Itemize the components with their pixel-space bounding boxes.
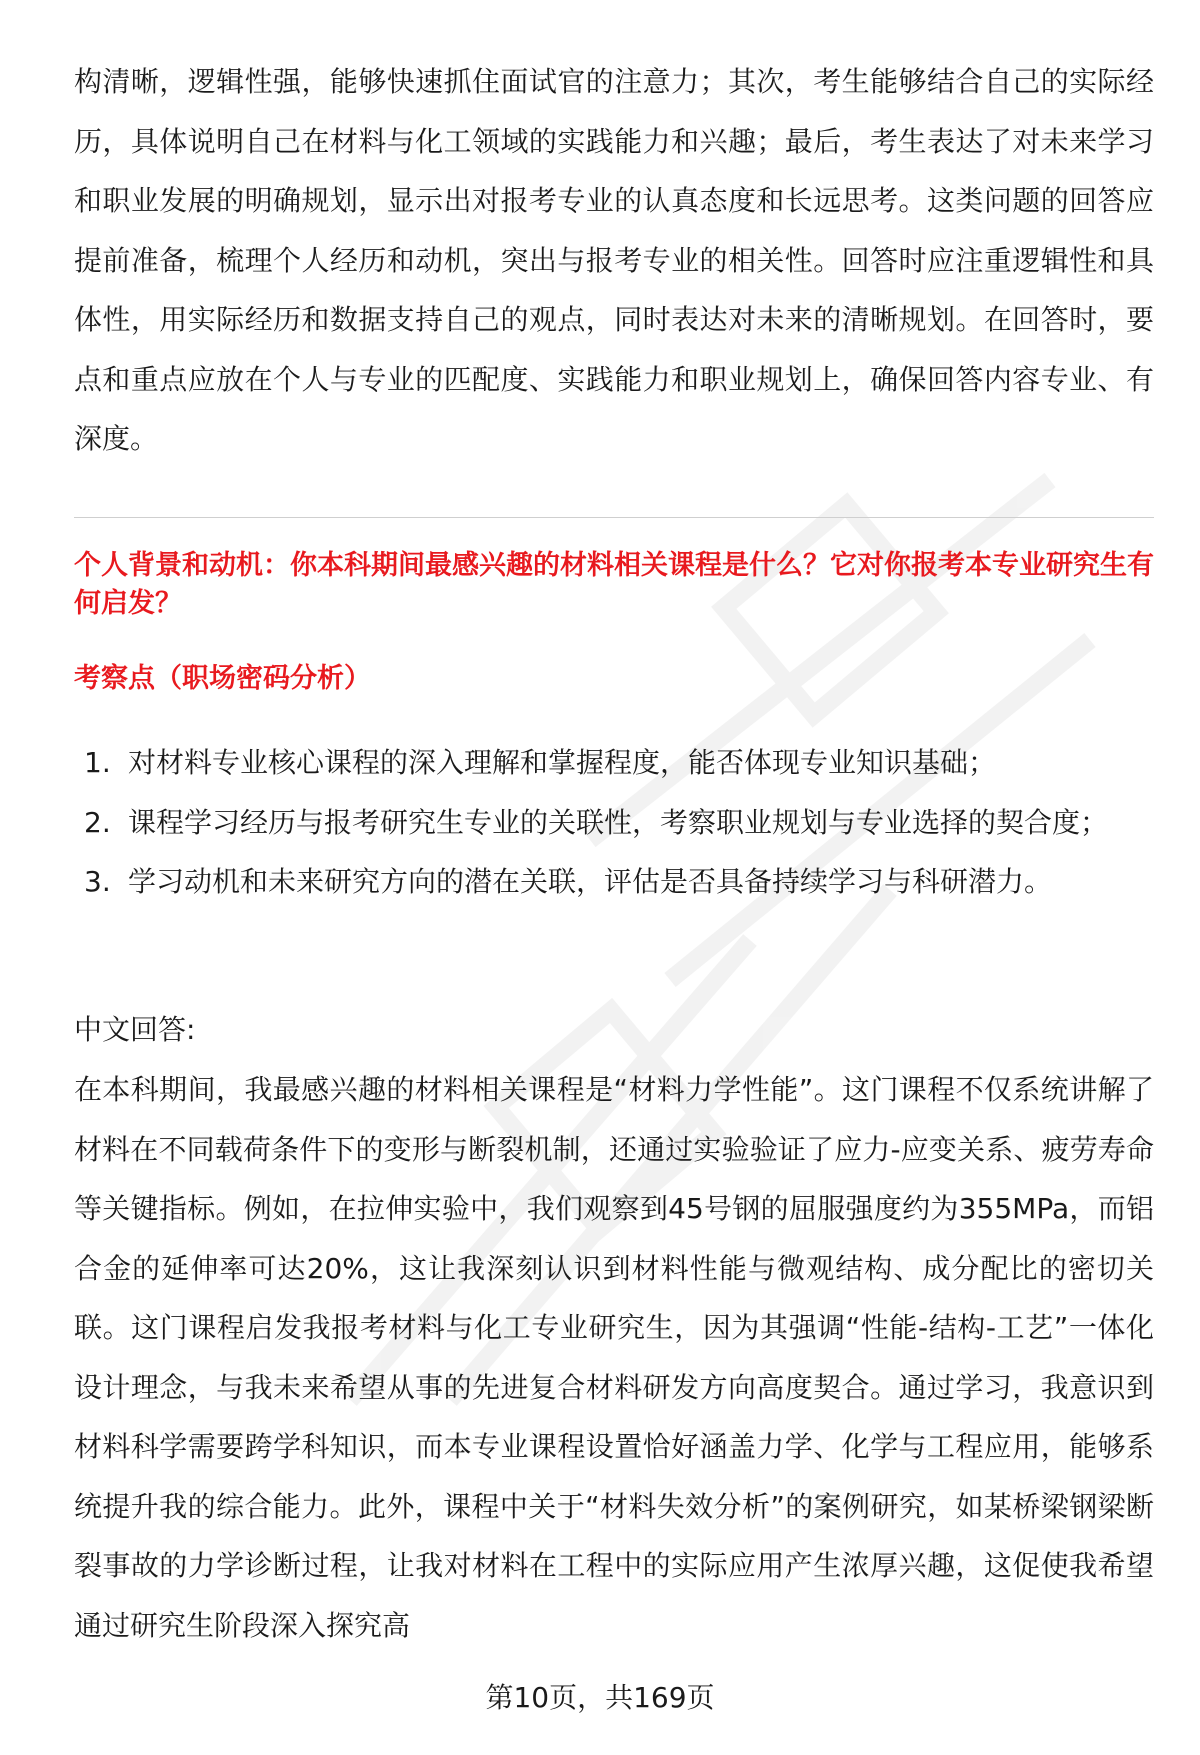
section-title: 考察点（职场密码分析） — [74, 663, 371, 694]
intro-paragraph: 构清晰，逻辑性强，能够快速抓住面试官的注意力；其次，考生能够结合自己的实际经历，具体说明自己在材料与化工领域的实践能力和兴趣；最后，考生表达了对未来学习和职业发展的明确规划，显示出对报考专业的认真态度和长远思考。这类问题的回答应提前准备，梳理个人经历和动机，突出与报考专业的相关性。回答时应注重逻辑性和具体性，用实际经历和数据支持自己的观点，同时表达对未来的清晰规划。在回答时，要点和重点应放在个人与专业的匹配度、实践能力和职业规划上，确保回答内容专业、有深度。 — [74, 65, 1154, 455]
list-item-text: 对材料专业核心课程的深入理解和掌握程度，能否体现专业知识基础； — [128, 746, 997, 779]
answer-label: 中文回答: — [74, 1013, 196, 1046]
list-item-number: 1. — [84, 746, 111, 779]
list-item — [74, 852, 1154, 912]
section-divider — [74, 517, 1154, 518]
page-footer: 第10页，共169页 — [485, 1681, 715, 1714]
list-item-text: 课程学习经历与报考研究生专业的关联性，考察职业规划与专业选择的契合度； — [128, 805, 1109, 839]
list-item — [74, 733, 1154, 793]
list-item-number: 3. — [84, 865, 111, 898]
answer-paragraph: 在本科期间，我最感兴趣的材料相关课程是“材料力学性能”。这门课程不仅系统讲解了材料在不同载荷条件下的变形与断裂机制，还通过实验验证了应力-应变关系、疲劳寿命等关键指标。例如，在拉伸实验中，我们观察到45号钢的屈服强度约为355MPa，而铝合金的延伸率可达20%，这让我深刻认识到材料性能与微观结构、成分配比的密切关联。这门课程启发我报考材料与化工专业研究生，因为其强调“性能-结构-工艺”一体化设计理念，与我未来希望从事的先进复合材料研发方向高度契合。通过学习，我意识到材料科学需要跨学科知识，而本专业课程设置恰好涵盖力学、化学与工程应用，能够系统提升我的综合能力。此外，课程中关于“材料失效分析”的案例研究，如某桥梁钢梁断裂事故的力学诊断过程，让我对材料在工程中的实际应用产生浓厚兴趣，这促使我希望通过研究生阶段深入探究高 — [74, 1073, 1154, 1642]
list-item-number: 2. — [84, 805, 111, 839]
list-item — [74, 793, 1154, 853]
question-heading: 个人背景和动机：你本科期间最感兴趣的材料相关课程是什么？它对你报考本专业研究生有何启发？ — [74, 550, 1154, 619]
list-item-text: 学习动机和未来研究方向的潜在关联，评估是否具备持续学习与科研潜力。 — [128, 865, 1053, 898]
assessment-points-list — [74, 733, 1154, 912]
